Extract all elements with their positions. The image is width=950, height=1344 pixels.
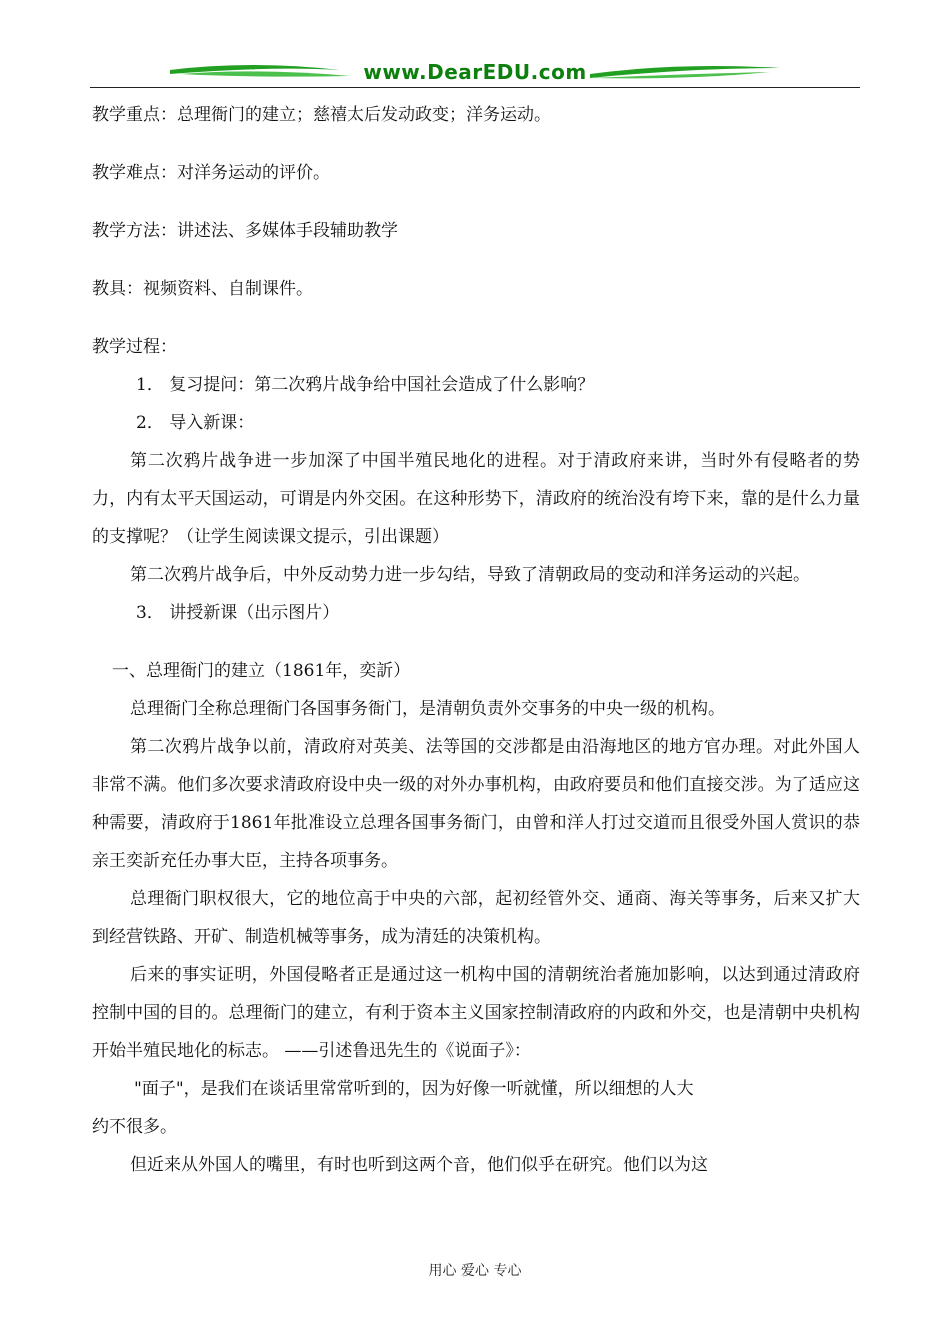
page-footer: 用心 爱心 专心 — [428, 1263, 522, 1279]
difficulties: 教学难点：对洋务运动的评价。 — [92, 163, 330, 183]
section-title: 一、总理衙门的建立（1861年，奕訢） — [112, 661, 411, 681]
step-3: 3． 讲授新课（出示图片） — [136, 603, 340, 623]
process-heading: 教学过程： — [92, 337, 177, 357]
body-paragraph-2: 第二次鸦片战争以前，清政府对英美、法等国的交涉都是由沿海地区的地方官办理。对此外国人非常不满。他们多次要求清政府设中央一级的对外办事机构，由政府要员和他们直接交涉。为了适应这种需要，清政府于1861年批准设立总理各国事务衙门，由曾和洋人打过交道而且很受外国人赏识的恭亲王奕訢充任办事大臣，主持各项事务。 — [92, 737, 860, 871]
teaching-aids: 教具：视频资料、自制课件。 — [92, 279, 313, 299]
methods: 教学方法：讲述法、多媒体手段辅助教学 — [92, 221, 398, 241]
intro-paragraph-1: 第二次鸦片战争进一步加深了中国半殖民地化的进程。对于清政府来讲，当时外有侵略者的势力，内有太平天国运动，可谓是内外交困。在这种形势下，清政府的统治没有垮下来，靠的是什么力量的支撑呢？（让学生阅读课文提示，引出课题） — [92, 451, 860, 547]
document-body — [92, 96, 860, 1184]
key-points: 教学重点：总理衙门的建立；慈禧太后发动政变；洋务运动。 — [92, 105, 551, 125]
body-paragraph-3: 总理衙门职权很大，它的地位高于中央的六部，起初经管外交、通商、海关等事务，后来又扩大到经营铁路、开矿、制造机械等事务，成为清廷的决策机构。 — [92, 889, 860, 947]
quote-line-2: 约不很多。 — [92, 1117, 177, 1137]
quote-line-1: "面子"，是我们在谈话里常常听到的，因为好像一听就懂，所以细想的人大 — [134, 1079, 694, 1099]
body-paragraph-1: 总理衙门全称总理衙门各国事务衙门，是清朝负责外交事务的中央一级的机构。 — [130, 699, 725, 719]
site-header-banner — [90, 58, 860, 90]
last-line: 但近来从外国人的嘴里，有时也听到这两个音，他们似乎在研究。他们以为这 — [130, 1155, 708, 1175]
site-url-text: www.DearEDU.com — [363, 60, 587, 84]
step-2: 2． 导入新课： — [136, 413, 255, 433]
intro-paragraph-2: 第二次鸦片战争后，中外反动势力进一步勾结，导致了清朝政局的变动和洋务运动的兴起。 — [130, 565, 810, 585]
body-paragraph-4: 后来的事实证明，外国侵略者正是通过这一机构中国的清朝统治者施加影响，以达到通过清政府控制中国的目的。总理衙门的建立，有利于资本主义国家控制清政府的内政和外交，也是清朝中央机构开始半殖民地化的标志。 ——引述鲁迅先生的《说面子》： — [92, 965, 860, 1061]
step-1: 1． 复习提问：第二次鸦片战争给中国社会造成了什么影响？ — [136, 375, 595, 395]
header-rule — [90, 87, 860, 88]
